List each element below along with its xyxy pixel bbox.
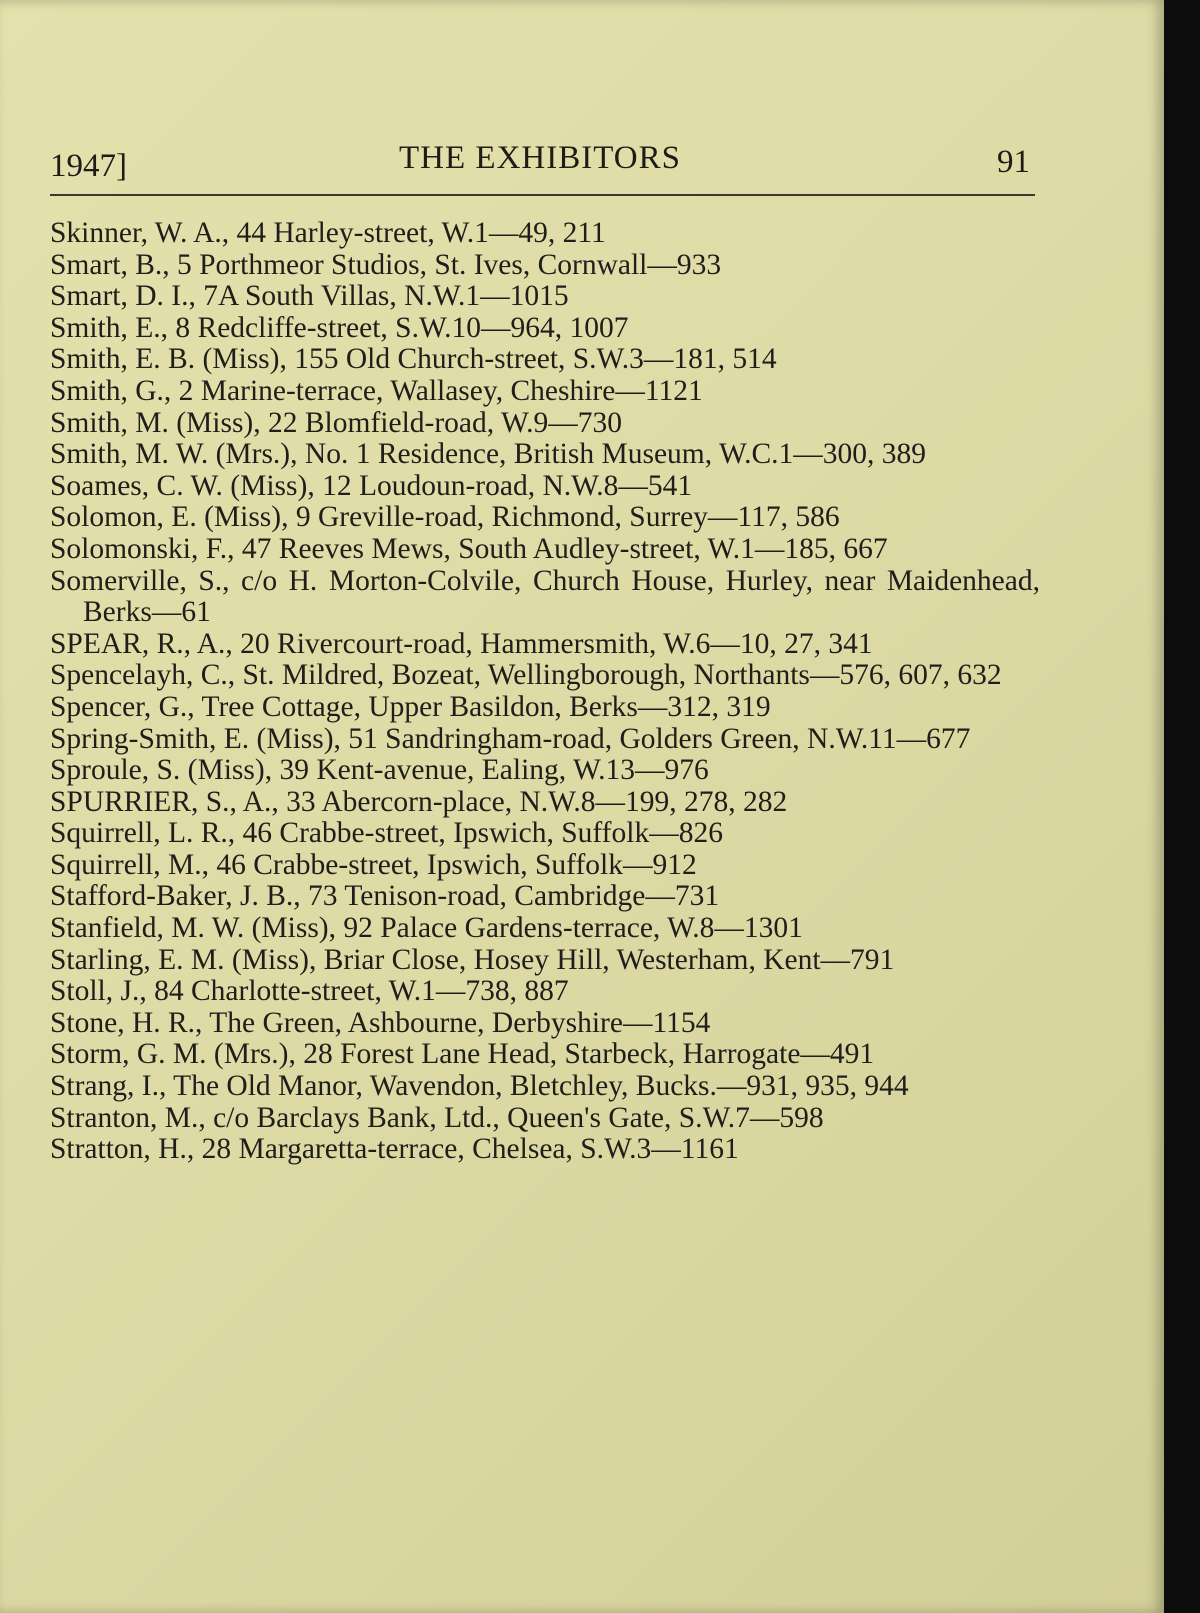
exhibitor-list [50,218,1040,1166]
exhibitor-entry: Skinner, W. A., 44 Harley-street, W.1—49, 211 [50,217,606,249]
exhibitor-entry: Squirrell, M., 46 Crabbe-street, Ipswich, Suffolk—912 [50,848,697,881]
header-year: 1947] [50,148,127,184]
exhibitor-entry: Smith, E. B. (Miss), 155 Old Church-street, S.W.3—181, 514 [50,343,777,376]
exhibitor-entry: Solomonski, F., 47 Reeves Mews, South Audley-street, W.1—185, 667 [50,532,888,565]
exhibitor-entry: Spencer, G., Tree Cottage, Upper Basildon, Berks—312, 319 [50,690,771,723]
exhibitor-entry: Stone, H. R., The Green, Ashbourne, Derbyshire—1154 [50,1006,711,1039]
exhibitor-entry: Smith, E., 8 Redcliffe-street, S.W.10—964, 1007 [50,311,629,344]
exhibitor-entry: Soames, C. W. (Miss), 12 Loudoun-road, N.W.8—541 [50,469,693,502]
exhibitor-entry: Smith, M. W. (Mrs.), No. 1 Residence, British Museum, W.C.1—300, 389 [50,438,927,471]
running-header [50,140,1030,190]
exhibitor-entry: Somerville, S., c/o H. Morton-Colvile, Church House, Hurley, near Maidenhead, Berks—61 [50,564,1040,629]
page-number: 91 [997,144,1030,180]
exhibitor-entry: Spring-Smith, E. (Miss), 51 Sandringham-road, Golders Green, N.W.11—677 [50,722,971,755]
page-edge-shadow [1164,0,1200,1613]
exhibitor-entry: Smart, D. I., 7A South Villas, N.W.1—1015 [50,280,569,313]
exhibitor-entry: Stoll, J., 84 Charlotte-street, W.1—738, 887 [50,975,569,1008]
page-title: THE EXHIBITORS [399,140,681,176]
exhibitor-entry: SPEAR, R., A., 20 Rivercourt-road, Hammersmith, W.6—10, 27, 341 [50,627,873,660]
exhibitor-entry: SPURRIER, S., A., 33 Abercorn-place, N.W.8—199, 278, 282 [50,785,788,818]
exhibitor-entry: Stratton, H., 28 Margaretta-terrace, Chelsea, S.W.3—1161 [50,1133,739,1166]
exhibitor-entry: Squirrell, L. R., 46 Crabbe-street, Ipswich, Suffolk—826 [50,817,723,850]
exhibitor-entry: Smith, M. (Miss), 22 Blomfield-road, W.9—730 [50,406,622,439]
exhibitor-entry: Stafford-Baker, J. B., 73 Tenison-road, Cambridge—731 [50,880,720,913]
exhibitor-entry: Sproule, S. (Miss), 39 Kent-avenue, Ealing, W.13—976 [50,754,709,787]
exhibitor-entry: Stranton, M., c/o Barclays Bank, Ltd., Queen's Gate, S.W.7—598 [50,1101,824,1134]
exhibitor-entry: Strang, I., The Old Manor, Wavendon, Bletchley, Bucks.—931, 935, 944 [50,1070,909,1103]
exhibitor-entry: Smith, G., 2 Marine-terrace, Wallasey, Cheshire—1121 [50,374,703,407]
exhibitor-entry: Stanfield, M. W. (Miss), 92 Palace Gardens-terrace, W.8—1301 [50,912,803,945]
header-rule [50,194,1035,196]
exhibitor-entry: Starling, E. M. (Miss), Briar Close, Hosey Hill, Westerham, Kent—791 [50,943,895,976]
exhibitor-entry: Smart, B., 5 Porthmeor Studios, St. Ives, Cornwall—933 [50,248,722,281]
exhibitor-entry: Spencelayh, C., St. Mildred, Bozeat, Wellingborough, Northants—576, 607, 632 [50,659,1002,692]
exhibitor-entry: Storm, G. M. (Mrs.), 28 Forest Lane Head, Starbeck, Harrogate—491 [50,1038,875,1071]
exhibitor-entry: Solomon, E. (Miss), 9 Greville-road, Richmond, Surrey—117, 586 [50,501,840,534]
